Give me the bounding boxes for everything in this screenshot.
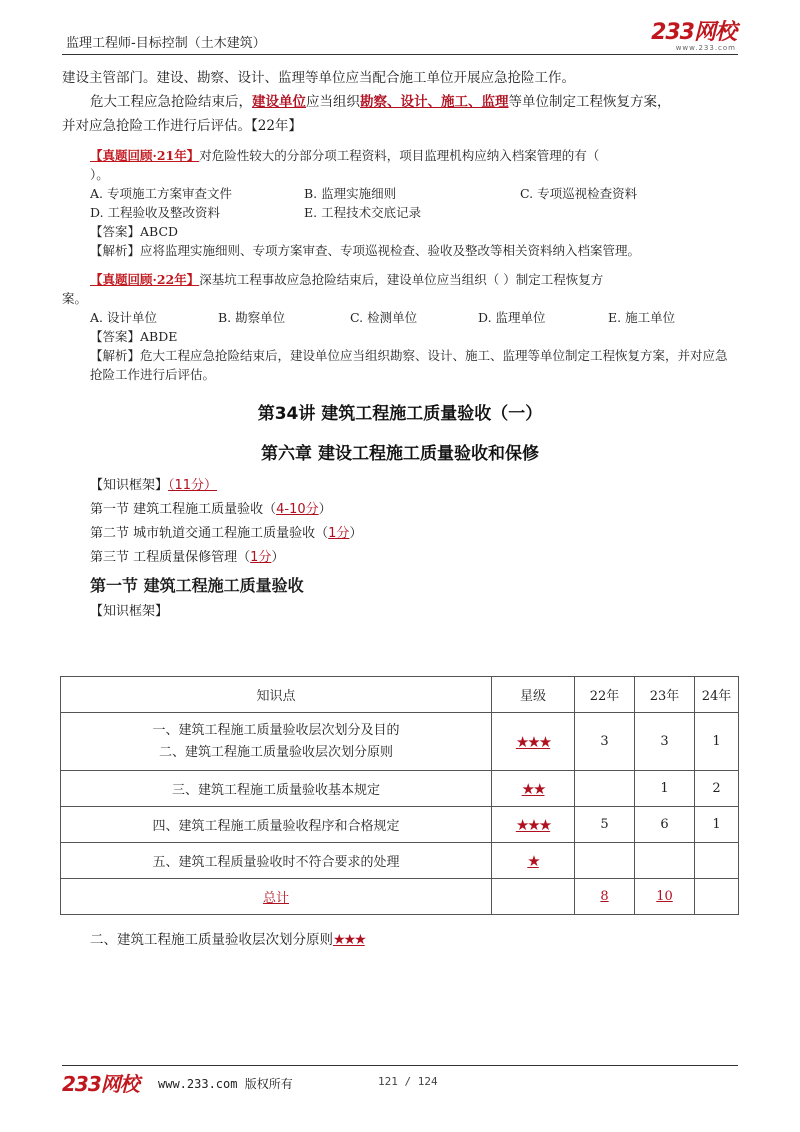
star-rating: ★★★ bbox=[515, 815, 551, 834]
framework-label-2: 【知识框架】 bbox=[90, 604, 169, 619]
star-rating: ★★★ bbox=[333, 932, 365, 948]
option: D. 监理单位 bbox=[478, 310, 546, 325]
question-tag: 【真题回顾·21年】 bbox=[90, 148, 200, 163]
value-cell: 2 bbox=[695, 771, 739, 807]
framework-item bbox=[62, 546, 738, 570]
framework-item bbox=[62, 498, 738, 522]
item-score: 1分 bbox=[328, 526, 350, 541]
footer-logo: 233网校 bbox=[62, 1072, 139, 1096]
question-1 bbox=[62, 146, 738, 260]
stars-cell bbox=[492, 843, 575, 879]
stars-cell bbox=[492, 771, 575, 807]
value-cell: 1 bbox=[695, 807, 739, 843]
question-tag: 【真题回顾·22年】 bbox=[90, 272, 200, 287]
analysis: 【解析】危大工程应急抢险结束后，建设单位应当组织勘察、设计、施工、监理等单位制定工程恢复方案，并对应急抢险工作进行后评估。 bbox=[90, 348, 728, 382]
col-header: 24年 bbox=[695, 677, 739, 713]
stem-text: 对危险性较大的分部分项工程资料，项目监理机构应纳入档案管理的有（ bbox=[199, 148, 600, 163]
text-span: 等单位制定工程恢复方案， bbox=[508, 94, 671, 110]
score-text: （11分） bbox=[168, 478, 218, 493]
chapter-title: 第六章 建设工程施工质量验收和保修 bbox=[261, 444, 539, 464]
page-content bbox=[62, 66, 738, 624]
item-text: 第二节 城市轨道交通工程施工质量验收（ bbox=[90, 526, 329, 541]
page-number: 121 / 124 bbox=[378, 1075, 438, 1088]
stars-cell bbox=[492, 807, 575, 843]
value-cell bbox=[575, 843, 635, 879]
question-stem bbox=[62, 146, 738, 165]
options-row bbox=[62, 184, 738, 203]
item-score: 1分 bbox=[250, 550, 272, 565]
label-text: 【知识框架】 bbox=[90, 478, 169, 493]
section-title: 第一节 建筑工程施工质量验收 bbox=[90, 576, 304, 595]
option: D. 工程验收及整改资料 bbox=[90, 205, 221, 220]
table-total-row bbox=[61, 879, 739, 915]
value-cell: 3 bbox=[635, 713, 695, 771]
option: C. 检测单位 bbox=[350, 310, 418, 325]
text-span: 危大工程应急抢险结束后， bbox=[90, 94, 252, 110]
total-value: 10 bbox=[656, 889, 673, 904]
option: A. 设计单位 bbox=[90, 310, 157, 325]
options-row bbox=[62, 203, 738, 222]
text-span: 应当组织 bbox=[306, 94, 360, 110]
point-text: 一、建筑工程施工质量验收层次划分及目的 bbox=[152, 722, 400, 738]
footer-divider bbox=[62, 1065, 738, 1066]
col-header: 22年 bbox=[575, 677, 635, 713]
item-end: ） bbox=[349, 526, 363, 541]
total-label: 总计 bbox=[262, 891, 289, 906]
intro-line: 建设主管部门。建设、勘察、设计、监理等单位应当配合施工单位开展应急抢险工作。 bbox=[62, 70, 575, 86]
point-cell bbox=[61, 713, 492, 771]
total-cell bbox=[695, 879, 739, 915]
subsection-heading bbox=[90, 928, 365, 948]
stem-text: 深基坑工程事故应急抢险结束后，建设单位应当组织（ ）制定工程恢复方 bbox=[199, 272, 604, 287]
question-stem-cont: ）。 bbox=[90, 167, 109, 182]
option: C. 专项巡视检查资料 bbox=[520, 186, 638, 201]
item-end: ） bbox=[318, 502, 332, 517]
point-text: 二、建筑工程施工质量验收层次划分原则 bbox=[158, 744, 393, 760]
col-header: 23年 bbox=[635, 677, 695, 713]
table-row bbox=[61, 713, 739, 771]
question-2 bbox=[62, 270, 738, 384]
header-divider bbox=[62, 54, 738, 55]
question-stem-cont: 案。 bbox=[62, 291, 88, 306]
analysis: 【解析】应将监理实施细则、专项方案审查、专项巡视检查、验收及整改等相关资料纳入档案管理。 bbox=[90, 243, 641, 258]
empty-cell bbox=[492, 879, 575, 915]
value-cell: 3 bbox=[575, 713, 635, 771]
answer: 【答案】ABDE bbox=[90, 329, 178, 344]
point-cell: 三、建筑工程施工质量验收基本规定 bbox=[61, 771, 492, 807]
col-header: 星级 bbox=[492, 677, 575, 713]
options-row bbox=[62, 308, 738, 327]
option: A. 专项施工方案审查文件 bbox=[90, 186, 232, 201]
value-cell bbox=[695, 843, 739, 879]
value-cell: 1 bbox=[695, 713, 739, 771]
header-title: 监理工程师-目标控制（土木建筑） bbox=[66, 36, 266, 51]
star-rating: ★★ bbox=[521, 779, 545, 798]
framework-label bbox=[62, 474, 738, 498]
logo-url: www.233.com bbox=[675, 44, 736, 52]
subsection-text: 二、建筑工程施工质量验收层次划分原则 bbox=[90, 932, 333, 948]
total-cell bbox=[635, 879, 695, 915]
option: B. 勘察单位 bbox=[218, 310, 286, 325]
option: B. 监理实施细则 bbox=[304, 186, 397, 201]
intro-paragraph bbox=[62, 90, 738, 114]
star-rating: ★ bbox=[527, 851, 539, 870]
item-text: 第一节 建筑工程施工质量验收（ bbox=[90, 502, 277, 517]
item-score: 4-10分 bbox=[276, 502, 319, 517]
framework-item bbox=[62, 522, 738, 546]
highlight-text: 勘察、设计、施工、监理 bbox=[360, 94, 509, 110]
point-cell: 五、建筑工程质量验收时不符合要求的处理 bbox=[61, 843, 492, 879]
total-label-cell bbox=[61, 879, 492, 915]
item-end: ） bbox=[271, 550, 285, 565]
intro-paragraph-end: 并对应急抢险工作进行后评估。【22年】 bbox=[62, 118, 302, 134]
point-cell: 四、建筑工程施工质量验收程序和合格规定 bbox=[61, 807, 492, 843]
stars-cell bbox=[492, 713, 575, 771]
footer-copyright: www.233.com 版权所有 bbox=[158, 1077, 293, 1091]
table-row bbox=[61, 843, 739, 879]
total-value: 8 bbox=[600, 889, 609, 904]
logo-text: 233网校 bbox=[651, 20, 736, 45]
table-header-row bbox=[61, 677, 739, 713]
value-cell: 1 bbox=[635, 771, 695, 807]
highlight-text: 建设单位 bbox=[252, 94, 306, 110]
table-row bbox=[61, 771, 739, 807]
value-cell bbox=[635, 843, 695, 879]
knowledge-table bbox=[60, 676, 739, 915]
value-cell: 6 bbox=[635, 807, 695, 843]
answer: 【答案】ABCD bbox=[90, 224, 179, 239]
lecture-title: 第34讲 建筑工程施工质量验收（一） bbox=[257, 404, 543, 424]
value-cell bbox=[575, 771, 635, 807]
table-row bbox=[61, 807, 739, 843]
item-text: 第三节 工程质量保修管理（ bbox=[90, 550, 251, 565]
total-cell bbox=[575, 879, 635, 915]
question-stem bbox=[62, 270, 738, 289]
option: E. 施工单位 bbox=[608, 310, 676, 325]
brand-logo bbox=[651, 22, 736, 53]
star-rating: ★★★ bbox=[515, 732, 551, 751]
option: E. 工程技术交底记录 bbox=[304, 205, 422, 220]
col-header: 知识点 bbox=[61, 677, 492, 713]
value-cell: 5 bbox=[575, 807, 635, 843]
